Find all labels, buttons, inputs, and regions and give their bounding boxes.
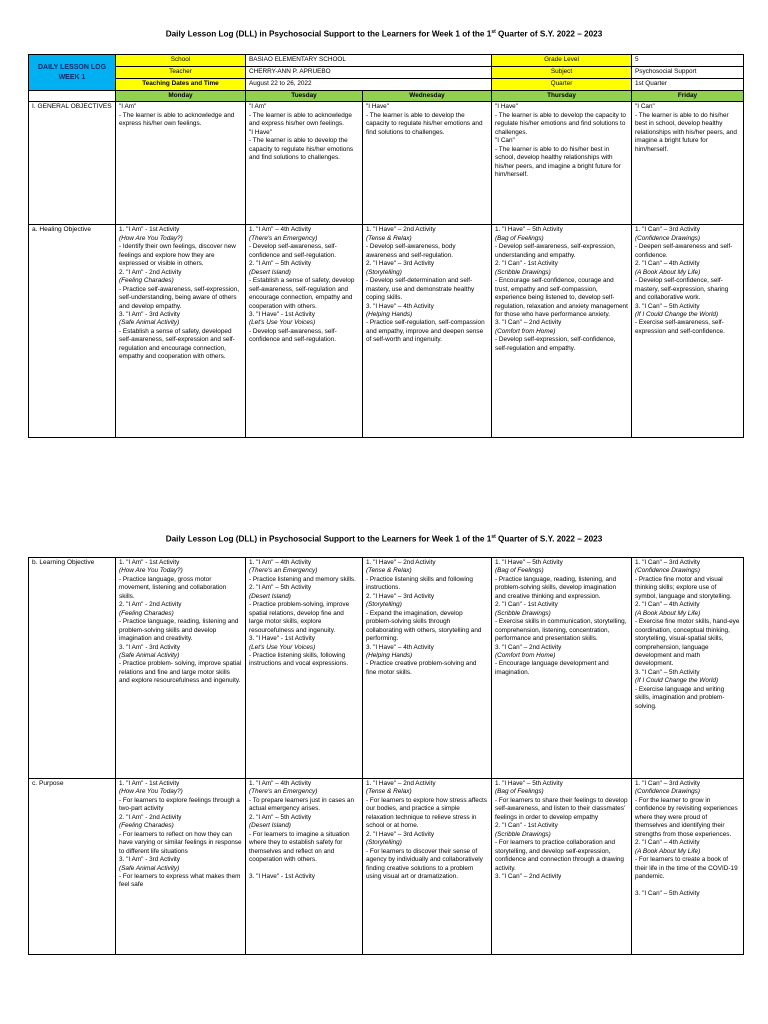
cell-line: - For learners to create a book of their life in the time of the COVID-19 pandemic. — [635, 856, 738, 880]
cell-line: - The learner is able to develop the capacity to regulate his/her emotions and find solutions to challenges. — [249, 137, 354, 162]
grade-label: Grade Level — [492, 55, 632, 67]
cell-line: "I Am" — [119, 103, 137, 111]
cell-line: - For learners to explore feelings through a two-part activity — [119, 796, 240, 813]
subject-value: Psychosocial Support — [632, 67, 744, 79]
school-label: School — [116, 55, 246, 67]
cell-line: - The learner is able to acknowledge and express his/her own feelings. — [249, 111, 352, 128]
cell-line: - To prepare learners just in cases an actual emergency arises. — [249, 796, 355, 813]
day-cell — [632, 102, 744, 225]
cell-line: 2. "I Am" – 5th Activity — [249, 260, 312, 268]
cell-line: - Establish a sense of safety, develop self-awareness, self-regulation and encourage connection, empathy and cooperation with others. — [249, 277, 355, 310]
cell-line: (Confidence Drawings) — [635, 788, 700, 796]
cell-line: - Develop self-awareness, self-confidence and self-regulation. — [249, 243, 337, 259]
cell-line: - Practice self-awareness, self-expression, self-understanding, being aware of others and develop empathy. — [119, 285, 240, 310]
cell-line: - Practice listening skills and following instructions. — [366, 575, 473, 592]
cell-line: (Tense & Relax) — [366, 567, 412, 575]
cell-line: - Encourage self-confidence, courage and trust, empathy and self-compassion, experience being listened to, develop self-regulation, relaxation and anxiety management for those who have performance anxiety. — [495, 277, 628, 318]
cell-line: (Tense & Relax) — [366, 788, 412, 796]
cell-line: 3. "I Am" - 3rd Activity — [119, 643, 181, 651]
cell-line: 3. "I Can" – 5th Activity — [635, 889, 700, 897]
quarter-value: 1st Quarter — [632, 79, 744, 91]
teacher-label: Teacher — [116, 67, 246, 79]
quarter-label: Quarter — [492, 79, 632, 91]
cell-line: - Practice language, reading, listening and problem-solving skills and develop imagination and creativity. — [119, 618, 239, 643]
cell-line: (Scribble Drawings) — [495, 268, 551, 276]
cell-line: (Helping Hands) — [366, 651, 413, 659]
cell-line: - For learners to express what makes them feel safe — [119, 872, 241, 889]
cell-line: - For learners to reflect on how they can have varying or similar feelings in response to different life situations — [119, 830, 242, 855]
cell-line: 2. "I Have" – 3rd Activity — [366, 260, 435, 268]
cell-line: "I Can" — [495, 137, 515, 145]
cell-line: 3. "I Am" - 3rd Activity — [119, 310, 181, 318]
cell-line: (Confidence Drawings) — [635, 567, 700, 575]
cell-line: 1. "I Am" – 4th Activity — [249, 226, 312, 234]
day-header: Wednesday — [363, 91, 492, 102]
cell-line: 2. "I Am" - 2nd Activity — [119, 601, 182, 609]
cell-line: (Storytelling) — [366, 839, 402, 847]
cell-line: (Let's Use Your Voices) — [249, 319, 316, 327]
cell-line: - Develop self-confidence, self-mastery, self-expression, sharing and collaborative work. — [635, 277, 729, 302]
cell-line: - Develop self-awareness, self-expression, understanding and empathy. — [495, 243, 616, 259]
day-cell — [116, 102, 246, 225]
cell-line: 2. "I Can" – 4th Activity — [635, 260, 700, 268]
day-cell — [492, 225, 632, 438]
dates-label: Teaching Dates and Time — [116, 79, 246, 91]
cell-line: (Let's Use Your Voices) — [249, 643, 316, 651]
cell-line: 1. "I Have" – 5th Activity — [495, 559, 563, 566]
day-cell — [632, 779, 744, 955]
cell-line: - Practice language, gross motor movement, listening and collaboration skills. — [119, 575, 227, 600]
cell-line: (A Book About My Life) — [635, 268, 701, 276]
table-body-2 — [29, 558, 744, 955]
teacher-value: CHERRY-ANN P. APRUEBO — [246, 67, 492, 79]
cell-line: (There's an Emergency) — [249, 234, 318, 242]
row-label: a. Healing Objective — [29, 225, 116, 438]
day-header: Monday — [116, 91, 246, 102]
cell-line: 3. "I Have" - 1st Activity — [249, 310, 315, 318]
cell-line: - Practice problem-solving, improve spatial relations, develop fine and large motor skills, explore resourcefulness and ingenuity. — [249, 601, 350, 634]
cell-line: (Safe Animal Activity) — [119, 864, 180, 872]
cell-line: - Develop self-determination and self-mastery, use and demonstrate healthy coping skills. — [366, 277, 475, 302]
cell-line — [635, 881, 740, 889]
day-corner — [29, 91, 116, 102]
cell-line: 2. "I Am" – 5th Activity — [249, 813, 312, 821]
cell-line: - Establish a sense of safety, developed self-awareness, self-expression and self-regulation and encourage connection, empathy and cooperation with others. — [119, 327, 235, 361]
cell-line: 1. "I Have" – 2nd Activity — [366, 559, 436, 566]
day-header: Thursday — [492, 91, 632, 102]
row-label: c. Purpose — [29, 779, 116, 955]
cell-line: 1. "I Am" - 1st Activity — [119, 780, 180, 787]
cell-line: - Exercise skills in communication, storytelling, comprehension, listening, concentration, performance and presentation skills. — [495, 618, 627, 643]
day-cell — [632, 558, 744, 779]
day-cell — [246, 102, 363, 225]
cell-line: (Bag of Feelings) — [495, 788, 544, 796]
cell-line — [249, 865, 359, 873]
cell-line: (Feeling Charades) — [119, 609, 174, 617]
table-row — [29, 779, 744, 955]
day-cell — [116, 558, 246, 779]
cell-line: 2. "I Can" - 1st Activity — [495, 822, 558, 830]
cell-line: - Practice language, reading, listening, and problem-solving skills, develop imagination and creative thinking and expression. — [495, 575, 617, 600]
cell-line: 1. "I Have" – 5th Activity — [495, 780, 563, 787]
day-cell — [492, 558, 632, 779]
cell-line: - Identify their own feelings, discover new feelings and explore how they are expressed or visible in others. — [119, 243, 236, 268]
day-cell — [492, 779, 632, 955]
cell-line: (Scribble Drawings) — [495, 830, 551, 838]
cell-line: 2. "I Am" - 2nd Activity — [119, 813, 182, 821]
cell-line: - Develop self-awareness, body awareness and self-regulation. — [366, 243, 456, 259]
table-row — [29, 225, 744, 438]
cell-line: "I Have" — [495, 103, 519, 111]
cell-line: 1. "I Am" - 1st Activity — [119, 226, 180, 234]
cell-line: - Practice listening and memory skills. — [249, 575, 356, 583]
cell-line: (Feeling Charades) — [119, 277, 174, 285]
cell-line: (Helping Hands) — [366, 310, 413, 318]
cell-line: (Desert Island) — [249, 592, 291, 600]
cell-line: 1. "I Have" – 2nd Activity — [366, 226, 436, 234]
day-cell — [363, 779, 492, 955]
cell-line: - Develop self-awareness, self-confidence and self-regulation. — [249, 327, 337, 344]
cell-line: "I Can" — [635, 103, 655, 111]
cell-line: - For learners to share their feelings to develop self-awareness, and listen to their classmates' feelings in order to develop empathy — [495, 796, 628, 821]
cell-line: 2. "I Can" – 4th Activity — [635, 601, 700, 609]
cell-line: (Comfort from Home) — [495, 651, 556, 659]
cell-line: - Expand the imagination, develop problem-solving skills through collaborating with others, storytelling and performing. — [366, 609, 482, 643]
cell-line: - The learner is able to do his/her best in school, develop healthy relationships with his/her peers, and imagine a bright future for him/herself. — [495, 145, 621, 179]
cell-line: - The learner is able to acknowledge and express his/her own feelings. — [119, 111, 235, 128]
cell-line: (Safe Animal Activity) — [119, 651, 180, 659]
cell-line: - For learners to practice collaboration and storytelling, and develop self-expression, confidence and connection through a drawing activity. — [495, 839, 624, 872]
cell-line: (Comfort from Home) — [495, 327, 556, 335]
cell-line: - The learner is able to develop the capacity to regulate his/her emotions and find solutions to challenges. — [366, 111, 483, 136]
cell-line: (Desert Island) — [249, 268, 291, 276]
school-value: BASIAO ELEMENTARY SCHOOL — [246, 55, 492, 67]
day-cell — [363, 558, 492, 779]
day-cell — [492, 102, 632, 225]
day-cell — [632, 225, 744, 438]
cell-line: (Tense & Relax) — [366, 234, 412, 242]
cell-line: (If I Could Change the World) — [635, 677, 719, 685]
cell-line: (A Book About My Life) — [635, 847, 701, 855]
cell-line: - For learners to discover their sense of agency by individually and collaboratively finding creative solutions to a problem using visual art or dramatization. — [366, 847, 483, 880]
cell-line: 3. "I Can" – 2nd Activity — [495, 872, 562, 880]
cell-line: 3. "I Have" – 4th Activity — [366, 302, 434, 310]
day-cell — [116, 225, 246, 438]
cell-line: 3. "I Have" - 1st Activity — [249, 635, 315, 643]
cell-line: 3. "I Have" – 4th Activity — [366, 643, 434, 651]
cell-line: 1. "I Am" – 4th Activity — [249, 559, 312, 566]
cell-line: (There's an Emergency) — [249, 567, 318, 575]
cell-line: 3. "I Can" – 5th Activity — [635, 302, 700, 310]
cell-line: 3. "I Can" – 2nd Activity — [495, 643, 562, 651]
table-body-1 — [29, 102, 744, 438]
cell-line: "I Have" — [249, 128, 273, 136]
day-cell — [363, 225, 492, 438]
cell-line: - Practice listening skills, following instructions and vocal expressions. — [249, 651, 349, 668]
day-cell — [116, 779, 246, 955]
cell-line: (Desert Island) — [249, 822, 291, 830]
cell-line: - Exercise language and writing skills, imagination and problem-solving. — [635, 685, 725, 710]
subject-label: Subject — [492, 67, 632, 79]
cell-line: (Bag of Feelings) — [495, 234, 544, 242]
cell-line: - For learners to explore how stress affects our bodies, and practice a simple relaxation technique to relieve stress in school or at home. — [366, 796, 487, 830]
cell-line: (A Book About My Life) — [635, 609, 701, 617]
cell-line: 2. "I Have" – 3rd Activity — [366, 592, 435, 600]
cell-line: - Encourage language development and imagination. — [495, 660, 609, 676]
cell-line: - Exercise fine motor skills, hand-eye coordination, conceptual thinking, storytelling, visual-spatial skills, comprehension, language development and math development. — [635, 618, 740, 668]
cell-line: - Exercise self-awareness, self-expression and self-confidence. — [635, 319, 725, 335]
dates-value: August 22 to 26, 2022 — [246, 79, 492, 91]
cell-line: - Deepen self-awareness and self-confidence. — [635, 243, 733, 259]
cell-line: 1. "I Can" – 3rd Activity — [635, 226, 700, 234]
cell-line: (Storytelling) — [366, 601, 402, 609]
cell-line: "I Am" — [249, 103, 267, 111]
cell-line: 1. "I Am" - 1st Activity — [119, 559, 180, 566]
cell-line: 2. "I Am" – 5th Activity — [249, 584, 312, 592]
day-cell — [246, 225, 363, 438]
cell-line: 1. "I Can" – 3rd Activity — [635, 559, 700, 566]
cell-line: - Practice self-regulation, self-compassion and empathy, improve and deepen sense of self-worth and ingenuity. — [366, 319, 485, 344]
cell-line: (Storytelling) — [366, 268, 402, 276]
cell-line: - The learner is able to develop the capacity to regulate his/her emotions and find solutions to challenges. — [495, 111, 626, 136]
cell-line: (Safe Animal Activity) — [119, 319, 180, 327]
cell-line: - For the learner to grow in confidence by revisiting experiences where they were proud of themselves and identifying their strengths from those experiences. — [635, 796, 738, 838]
page-title-1: Daily Lesson Log (DLL) in Psychosocial Support to the Learners for Week 1 of the 1st Quarter of S.Y. 2022 – 2023 — [165, 29, 603, 39]
cell-line: 2. "I Can" - 1st Activity — [495, 260, 558, 268]
cell-line: "I Have" — [366, 103, 390, 111]
day-cell — [363, 102, 492, 225]
day-cell — [246, 558, 363, 779]
day-cell — [246, 779, 363, 955]
cell-line: 3. "I Can" – 2nd Activity — [495, 319, 562, 327]
cell-line: (There's an Emergency) — [249, 788, 318, 796]
day-header: Tuesday — [246, 91, 363, 102]
cell-line: 2. "I Am" - 2nd Activity — [119, 268, 182, 276]
cell-line: 2. "I Have" – 3rd Activity — [366, 830, 435, 838]
cell-line: (Confidence Drawings) — [635, 234, 700, 242]
cell-line: 2. "I Can" - 1st Activity — [495, 601, 558, 609]
cell-line: 3. "I Can" – 5th Activity — [635, 668, 700, 676]
cell-line: (Feeling Charades) — [119, 822, 174, 830]
cell-line: 2. "I Can" – 4th Activity — [635, 839, 700, 847]
page-title-2: Daily Lesson Log (DLL) in Psychosocial Support to the Learners for Week 1 of the 1st Quarter of S.Y. 2022 – 2023 — [165, 534, 603, 544]
cell-line: 1. "I Am" – 4th Activity — [249, 780, 312, 787]
cell-line: (How Are You Today?) — [119, 234, 183, 242]
cell-line: - Practice fine motor and visual thinking skills; explore use of symbol, language and storytelling. — [635, 575, 732, 600]
cell-line: - Develop self-expression, self-confidence, self-regulation and empathy. — [495, 336, 616, 352]
cell-line: 1. "I Can" – 3rd Activity — [635, 780, 700, 787]
cell-line: 3. "I Have" - 1st Activity — [249, 872, 315, 880]
cell-line: (Bag of Feelings) — [495, 567, 544, 575]
cell-line: - Practice creative problem-solving and fine motor skills. — [366, 660, 477, 676]
cell-line: (If I Could Change the World) — [635, 310, 719, 318]
dll-label-box: DAILY LESSON LOG WEEK 1 — [29, 55, 116, 91]
cell-line: 1. "I Have" – 5th Activity — [495, 226, 563, 234]
cell-line: (How Are You Today?) — [119, 788, 183, 796]
cell-line: 3. "I Am" - 3rd Activity — [119, 856, 181, 864]
cell-line: (How Are You Today?) — [119, 567, 183, 575]
table-row — [29, 102, 744, 225]
grade-value: 5 — [632, 55, 744, 67]
row-label: b. Learning Objective — [29, 558, 116, 779]
cell-line: - Practice problem- solving, improve spatial relations and fine and large motor skills and explore resourcefulness and ingenuity. — [119, 660, 242, 685]
cell-line: 1. "I Have" – 2nd Activity — [366, 780, 436, 787]
lesson-log-table-2 — [28, 557, 744, 955]
lesson-log-table-1 — [28, 54, 744, 438]
day-header: Friday — [632, 91, 744, 102]
cell-line: - The learner is able to do his/her best in school, develop healthy relationships with his/her peers, and imagine a bright future for him/herself. — [635, 111, 737, 153]
table-row — [29, 558, 744, 779]
cell-line: (Scribble Drawings) — [495, 609, 551, 617]
row-label: I. GENERAL OBJECTIVES — [29, 102, 116, 225]
cell-line: - For learners to imagine a situation where they to establish safety for themselves and reflect on and cooperation with others. — [249, 830, 350, 864]
